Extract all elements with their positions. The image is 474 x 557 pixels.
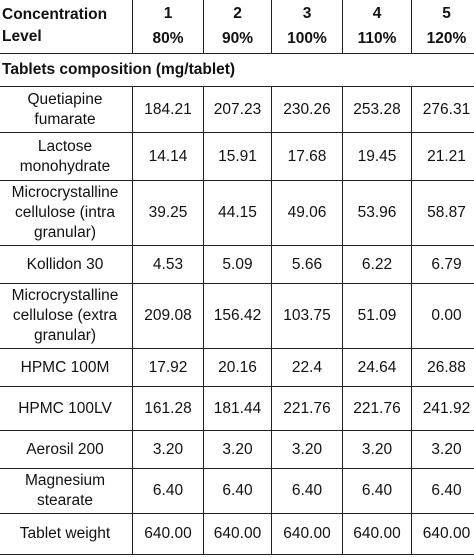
table-cell: 17.92 [133,349,204,387]
level-percent: 120% [426,29,467,47]
table-cell: 3.20 [412,431,474,469]
table-cell: 6.22 [343,246,412,284]
table-cell: 6.79 [412,246,474,284]
section-title: Tablets composition (mg/tablet) [0,54,474,87]
row-label: Tablet weight [0,514,133,555]
table-cell: 640.00 [133,514,204,555]
level-number: 1 [163,4,173,22]
table-row [0,431,474,469]
level-header-4 [343,0,412,54]
table-row [0,246,474,284]
concentration-level-header [0,0,133,54]
table-cell: 6.40 [133,469,204,514]
level-number: 2 [233,4,242,22]
table-row [0,181,474,246]
header-row [0,0,474,54]
table-cell: 21.21 [412,133,474,181]
table-cell: 103.75 [272,284,343,349]
row-label: Aerosil 200 [0,431,133,469]
table-cell: 3.20 [343,431,412,469]
level-header-2 [204,0,272,54]
table-cell: 24.64 [343,349,412,387]
header-label-line2: Level [2,27,42,45]
row-label: Magnesium stearate [0,469,133,514]
table-row [0,284,474,349]
table-cell: 3.20 [133,431,204,469]
table-cell: 640.00 [343,514,412,555]
section-row [0,54,474,87]
level-number: 3 [302,4,312,22]
table-row [0,349,474,387]
table-cell: 20.16 [204,349,272,387]
table-cell: 184.21 [133,87,204,133]
level-percent: 110% [357,29,397,47]
table-cell: 253.28 [343,87,412,133]
row-label: HPMC 100LV [0,387,133,431]
table-row [0,469,474,514]
table-cell: 3.20 [204,431,272,469]
table-cell: 53.96 [343,181,412,246]
table-cell: 640.00 [204,514,272,555]
table-cell: 44.15 [204,181,272,246]
table-cell: 51.09 [343,284,412,349]
table-cell: 181.44 [204,387,272,431]
table-cell: 15.91 [204,133,272,181]
header-label-line1: Concentration [2,5,108,23]
row-label: Lactose monohydrate [0,133,133,181]
table-cell: 5.09 [204,246,272,284]
level-header-5 [412,0,474,54]
table-cell: 6.40 [204,469,272,514]
table-row [0,387,474,431]
level-header-1 [133,0,204,54]
table-cell: 161.28 [133,387,204,431]
level-percent: 100% [287,29,327,47]
row-label: Microcrystalline cellulose (intra granular) [0,181,133,246]
level-number: 4 [372,4,382,22]
table-row [0,87,474,133]
table-cell: 0.00 [412,284,474,349]
row-label: HPMC 100M [0,349,133,387]
table-cell: 26.88 [412,349,474,387]
table-cell: 221.76 [272,387,343,431]
table-cell: 6.40 [343,469,412,514]
table-cell: 6.40 [272,469,343,514]
table-cell: 3.20 [272,431,343,469]
table-cell: 14.14 [133,133,204,181]
level-percent: 90% [221,29,254,47]
table-cell: 4.53 [133,246,204,284]
table-cell: 640.00 [272,514,343,555]
table-cell: 39.25 [133,181,204,246]
table-cell: 207.23 [204,87,272,133]
table-cell: 5.66 [272,246,343,284]
table-cell: 230.26 [272,87,343,133]
row-label: Microcrystalline cellulose (extra granular) [0,284,133,349]
table-cell: 276.31 [412,87,474,133]
table-cell: 156.42 [204,284,272,349]
table-cell: 6.40 [412,469,474,514]
row-label: Quetiapine fumarate [0,87,133,133]
table-cell: 221.76 [343,387,412,431]
table-cell: 17.68 [272,133,343,181]
table-cell: 209.08 [133,284,204,349]
table-cell: 49.06 [272,181,343,246]
table-row [0,133,474,181]
table-cell: 58.87 [412,181,474,246]
level-percent: 80% [152,29,184,47]
row-label: Kollidon 30 [0,246,133,284]
level-number: 5 [442,4,451,22]
table-cell: 22.4 [272,349,343,387]
level-header-3 [272,0,343,54]
table-cell: 241.92 [412,387,474,431]
table-cell: 19.45 [343,133,412,181]
table-cell: 640.00 [412,514,474,555]
table-row [0,514,474,555]
